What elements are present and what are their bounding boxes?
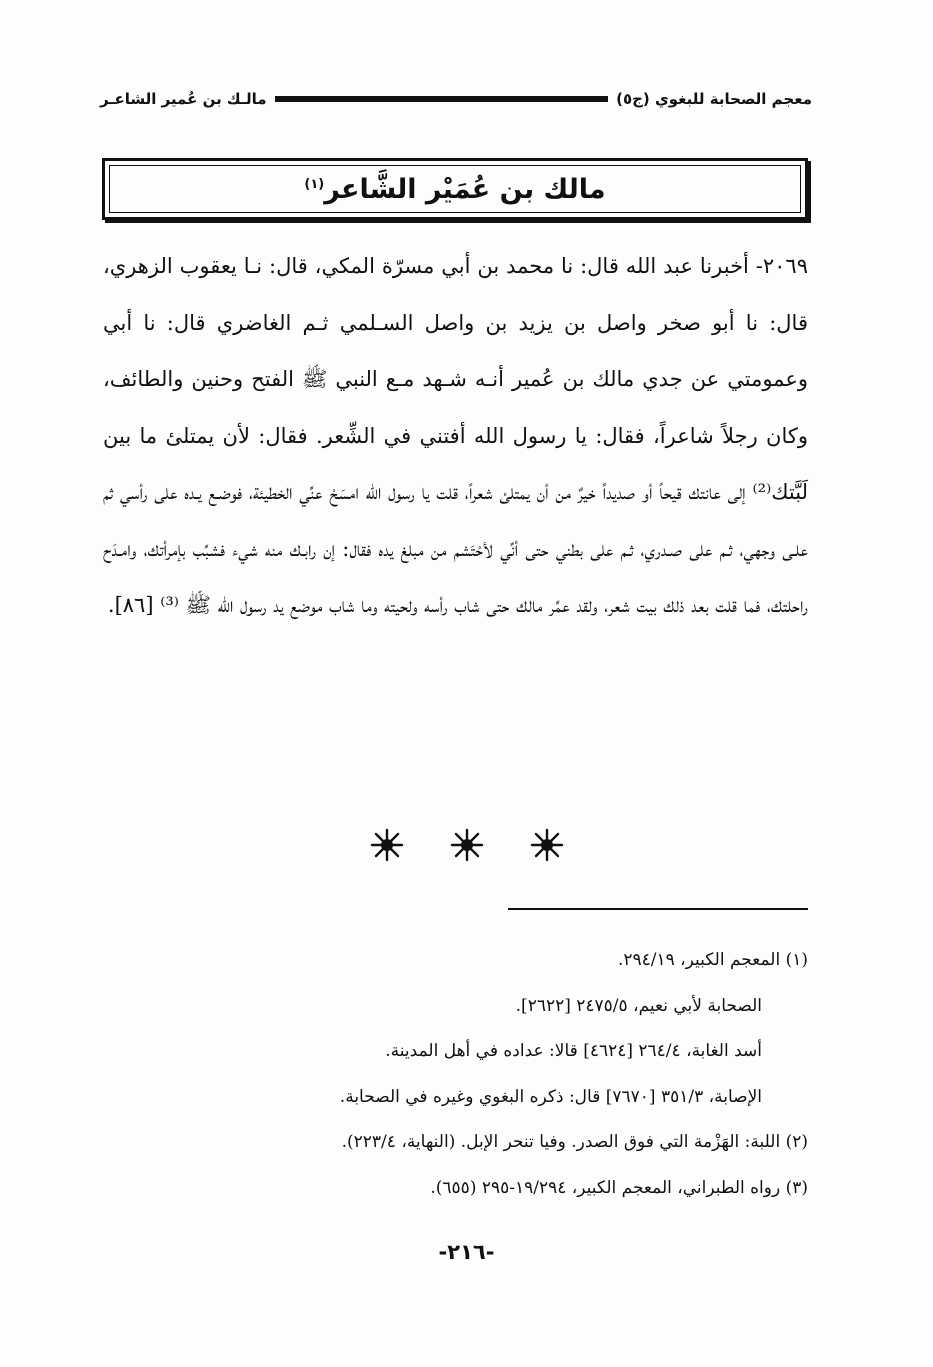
entry-header-title: مالـك بن عُمير الشاعـر (100, 90, 267, 108)
running-header (100, 86, 812, 112)
footnote-line: الإصابة، ٣٥١/٣ [٧٦٧٠] قال: ذكره البغوي وغيره في الصحابة. (339, 1086, 762, 1107)
footnote-line: الصحابة لأبي نعيم، ٢٤٧٥/٥ [٢٦٢٢]. (515, 995, 762, 1016)
entry-title-inner-frame (109, 165, 801, 213)
section-ornaments (0, 828, 933, 862)
star-ornament-icon (450, 828, 484, 862)
page-number: -٢١٦- (438, 1240, 495, 1264)
footnote-line: (٣) رواه الطبراني، المعجم الكبير، ١٩/٢٩٤-٢٩٥ (٦٥٥). (430, 1177, 808, 1198)
footnote-line: (١) المعجم الكبير، ٢٩٤/١٩. (617, 950, 808, 970)
header-rule (275, 96, 609, 102)
footnote-separator (508, 908, 808, 910)
footnote-line: أسد الغابة، ٢٦٤/٤ [٤٦٢٤] قالا: عداده في أهل المدينة. (385, 1041, 762, 1061)
footnote-line: (٢) اللبة: الهَزْمة التي فوق الصدر. وفيا تنحر الإبل. (النهاية، ٢٢٣/٤). (341, 1132, 808, 1152)
book-title: معجم الصحابة للبغوي (ج٥) (616, 90, 812, 108)
hadith-paragraph: ٢٠٦٩- أخبرنا عبد الله قال: نا محمد بن أبي مسرّة المكي، قال: نـا يعقوب الزهري، قال: نا أبو صخر واصل بن يزيد بن واصل السـلمي ثـم الغاضري قال: نا أبي وعمومتي عن جدي مالك بن عُمير أنـه شـهد مـع النبي ﷺ الفتح وحنين والطائف، وكان رجلاً شاعراً، فقال: يا رسول الله أفتني في الشِّعر. فقال: لأن يمتلئ ما بين لَبَّتك⁽²⁾ إلى عانتك قيحاً أو صديداً خيرٌ من أن يمتلئ شعراً، قلت يا رسول الله امسَحْ عنِّي الخطيئة، فوضـع يـده على رأسي ثم علـى وجهي، ثـم على صـدري، ثـم على بطني حتى أنِّي لأحْتَشم من مبلغ يده فقال: إن رابـك منه شيء فشبِّب بإمرأتك، وامـدَح راحلتك، فما قلت بعد ذلك بيت شعر، ولقد عمِّر مالك حتى شاب رأسه ولحيته وما شاب موضع يد رسول الله ﷺ ⁽³⁾ [٨٦]. (103, 254, 808, 617)
title-footnote-ref: (١) (304, 176, 325, 192)
entry-title-text: مالك بن عُمَيْر الشَّاعر (324, 173, 606, 205)
star-ornament-icon (530, 828, 564, 862)
star-ornament-icon (370, 828, 404, 862)
entry-title (304, 174, 605, 205)
footnotes (103, 938, 808, 1211)
entry-title-frame (102, 158, 808, 220)
